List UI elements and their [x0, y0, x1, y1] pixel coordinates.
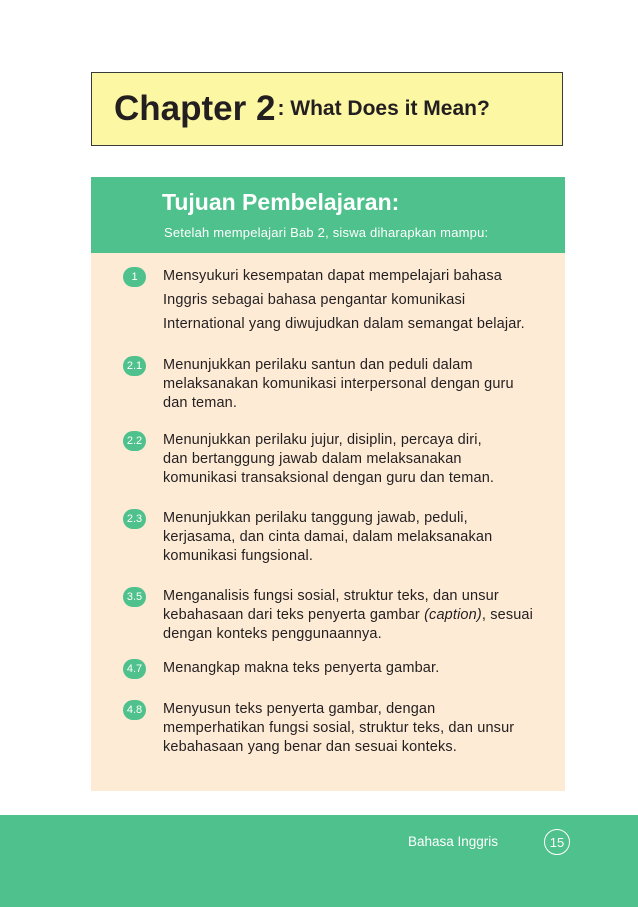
objective-line: dan teman. — [163, 395, 238, 411]
objective-badge: 2.2 — [123, 431, 146, 451]
objective-line: komunikasi fungsional. — [163, 548, 313, 564]
objective-text: , sesuai — [481, 607, 534, 623]
objective-badge: 4.8 — [123, 700, 146, 720]
chapter-number: Chapter 2 — [114, 89, 276, 128]
objective-line: memperhatikan fungsi sosial, struktur teks, dan unsur — [163, 720, 515, 736]
objective-line: Menunjukkan perilaku jujur, disiplin, percaya diri, — [163, 432, 482, 448]
objective-line: Menyusun teks penyerta gambar, dengan — [163, 701, 436, 717]
objectives-header — [91, 177, 565, 253]
objective-line: Mensyukuri kesempatan dapat mempelajari bahasa — [163, 268, 502, 284]
objective-line: Menunjukkan perilaku tanggung jawab, peduli, — [163, 510, 468, 526]
objective-line: kebahasaan yang benar dan sesuai konteks. — [163, 739, 457, 755]
objectives-heading: Tujuan Pembelajaran: — [162, 189, 400, 215]
page-number: 15 — [544, 829, 570, 855]
objective-line: International yang diwujudkan dalam semangat belajar. — [163, 316, 525, 332]
objective-line: komunikasi transaksional dengan guru dan teman. — [163, 470, 495, 486]
learning-objectives-panel — [91, 177, 565, 791]
objective-text: kebahasaan dari teks penyerta gambar — [163, 607, 425, 623]
objective-badge: 3.5 — [123, 587, 146, 607]
objective-line: Menangkap makna teks penyerta gambar. — [163, 660, 440, 676]
objective-line — [163, 607, 533, 623]
chapter-title-box — [91, 72, 563, 146]
objective-badge: 1 — [123, 267, 146, 287]
objective-badge: 2.3 — [123, 509, 146, 529]
objective-line: kerjasama, dan cinta damai, dalam melaksanakan — [163, 529, 493, 545]
objective-caption-term: (caption) — [424, 607, 482, 623]
footer-book-title: Bahasa Inggris — [408, 834, 499, 849]
objective-line: Inggris sebagai bahasa pengantar komunikasi — [163, 292, 466, 308]
footer-band — [0, 815, 638, 907]
objectives-intro: Setelah mempelajari Bab 2, siswa diharapkan mampu: — [164, 225, 489, 240]
objective-badge: 4.7 — [123, 659, 146, 679]
chapter-title: : What Does it Mean? — [277, 97, 490, 120]
objective-line: Menganalisis fungsi sosial, struktur teks, dan unsur — [163, 588, 499, 604]
objective-line: melaksanakan komunikasi interpersonal dengan guru — [163, 376, 514, 392]
objective-line: Menunjukkan perilaku santun dan peduli dalam — [163, 357, 473, 373]
objective-badge: 2.1 — [123, 356, 146, 376]
objective-line: dan bertanggung jawab dalam melaksanakan — [163, 451, 462, 467]
objective-line: dengan konteks penggunaannya. — [163, 626, 382, 642]
